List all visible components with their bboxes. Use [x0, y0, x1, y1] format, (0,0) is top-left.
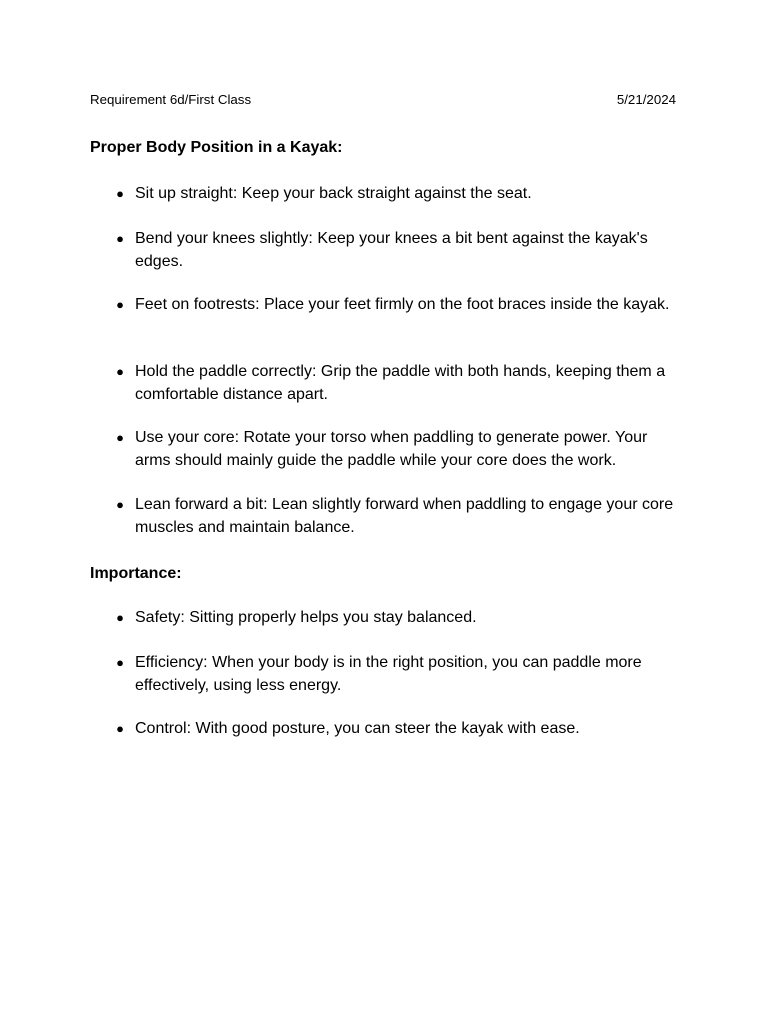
- bullet-icon: ●: [116, 231, 124, 246]
- section-heading-importance: Importance:: [90, 565, 182, 582]
- section-heading-body-position: Proper Body Position in a Kayak:: [90, 139, 343, 156]
- bullet-icon: ●: [116, 297, 124, 312]
- list-item-text: Sit up straight: Keep your back straight against the seat.: [135, 185, 532, 202]
- document-header: [90, 92, 676, 110]
- bullet-icon: ●: [116, 721, 124, 736]
- bullet-icon: ●: [116, 186, 124, 201]
- bullet-icon: ●: [116, 364, 124, 379]
- document-date: 5/21/2024: [616, 92, 676, 107]
- list-item-text: Safety: Sitting properly helps you stay balanced.: [135, 609, 477, 626]
- list-item-text: Control: With good posture, you can steer the kayak with ease.: [135, 720, 580, 737]
- bullet-icon: ●: [116, 430, 124, 445]
- bullet-icon: ●: [116, 655, 124, 670]
- list-item-text: Efficiency: When your body is in the right position, you can paddle more effectively, using less energy.: [135, 654, 642, 694]
- requirement-label: Requirement 6d/First Class: [90, 92, 252, 107]
- list-item-text: Use your core: Rotate your torso when paddling to generate power. Your arms should mainly guide the paddle while your core does the work.: [135, 429, 648, 469]
- list-item-text: Lean forward a bit: Lean slightly forward when paddling to engage your core muscles and maintain balance.: [135, 496, 674, 536]
- list-item-text: Bend your knees slightly: Keep your knees a bit bent against the kayak's edges.: [135, 230, 648, 270]
- bullet-icon: ●: [116, 497, 124, 512]
- list-item-text: Feet on footrests: Place your feet firmly on the foot braces inside the kayak.: [135, 296, 670, 313]
- bullet-icon: ●: [116, 610, 124, 625]
- list-item-text: Hold the paddle correctly: Grip the paddle with both hands, keeping them a comfortable distance apart.: [135, 363, 666, 403]
